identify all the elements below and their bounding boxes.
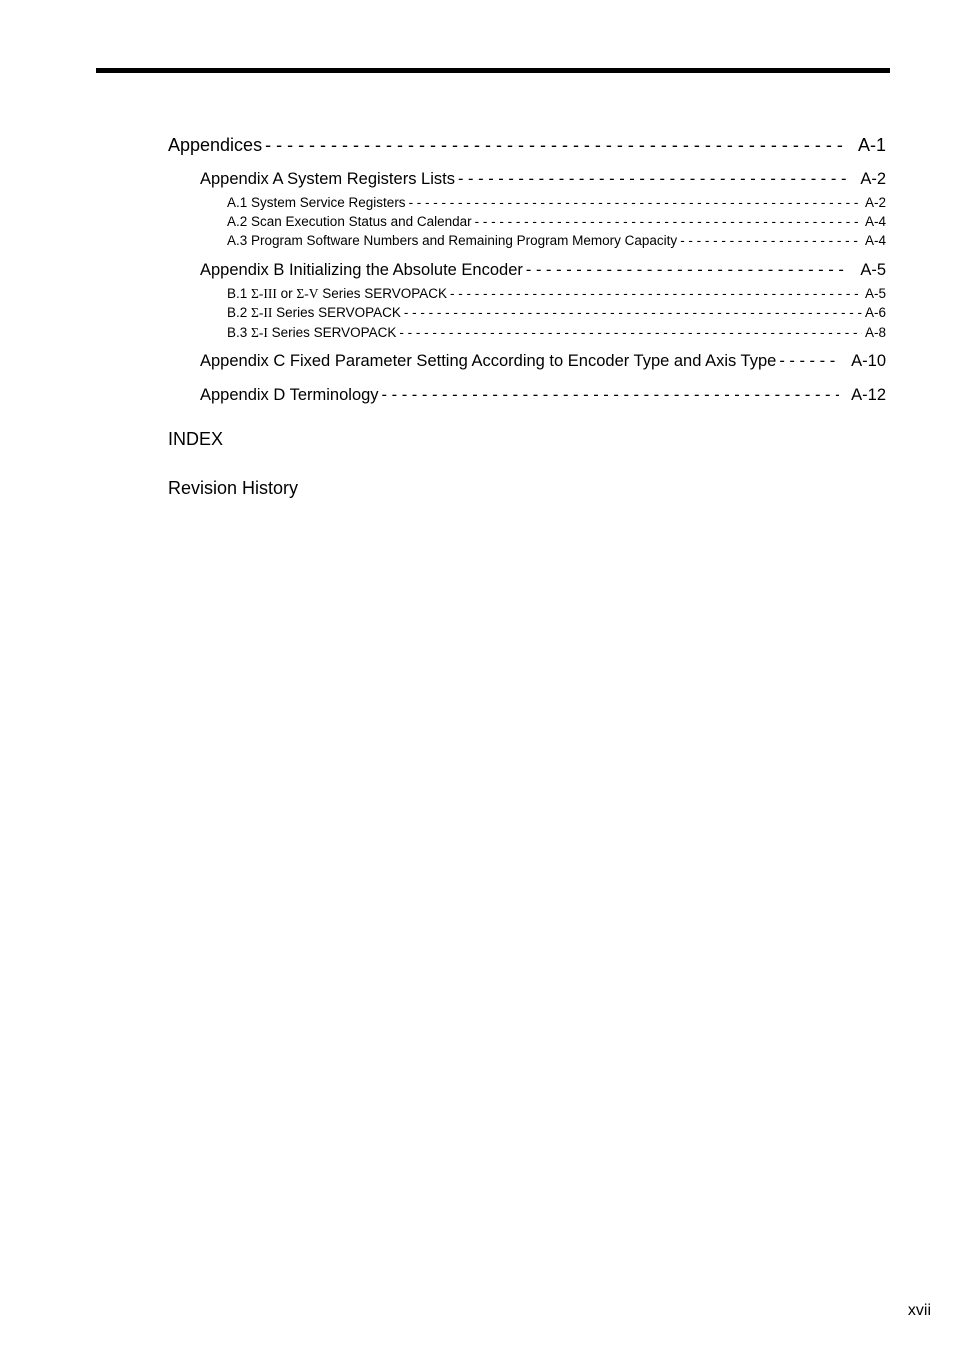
toc-entry-appendix-a[interactable] xyxy=(200,170,886,189)
toc-entry-b2[interactable] xyxy=(227,305,886,321)
dot-leader xyxy=(526,261,848,280)
dot-leader xyxy=(458,170,848,189)
toc-entry-a2[interactable] xyxy=(227,214,886,229)
title-connector: or xyxy=(276,286,297,301)
dot-leader xyxy=(265,135,844,156)
toc-entry-page: A-6 xyxy=(864,305,886,320)
toc-entry-a1[interactable] xyxy=(227,195,886,210)
sigma-series-label: Σ-I xyxy=(251,325,268,340)
dot-leader xyxy=(382,386,840,405)
toc-entry-page: A-12 xyxy=(851,386,886,404)
toc-entry-page: A-4 xyxy=(864,214,886,229)
toc-entry-title xyxy=(227,325,396,341)
toc-entry-title: A.3 Program Software Numbers and Remaining Program Memory Capacity xyxy=(227,233,678,248)
dot-leader xyxy=(450,286,862,301)
toc-entry-appendix-d[interactable] xyxy=(200,386,886,405)
toc-entry-index[interactable]: INDEX xyxy=(168,429,224,449)
toc-entry-title: Appendix D Terminology xyxy=(200,386,379,404)
toc-entry-b1[interactable] xyxy=(227,286,886,302)
toc-entry-title: A.1 System Service Registers xyxy=(227,195,406,210)
toc-entry-a3[interactable] xyxy=(227,233,886,248)
title-suffix: Series SERVOPACK xyxy=(318,286,448,301)
toc-entry-appendix-c[interactable] xyxy=(200,352,886,371)
dot-leader xyxy=(680,233,862,248)
page-number: xvii xyxy=(907,1302,931,1319)
toc-entry-title: Appendix B Initializing the Absolute Encoder xyxy=(200,261,523,279)
toc-entry-appendix-b[interactable] xyxy=(200,261,886,280)
toc-entry-page: A-5 xyxy=(860,261,886,279)
toc-entry-revision-history[interactable]: Revision History xyxy=(168,478,299,498)
toc-entry-title: Appendix A System Registers Lists xyxy=(200,170,455,188)
title-suffix: Series SERVOPACK xyxy=(272,305,401,320)
sigma-series-label: Σ-III xyxy=(251,286,277,301)
dot-leader xyxy=(475,214,862,229)
dot-leader xyxy=(404,305,862,320)
section-number: B.1 xyxy=(227,286,252,301)
sigma-series-label: Σ-V xyxy=(296,286,319,301)
toc-entry-page: A-2 xyxy=(864,195,886,210)
toc-entry-title xyxy=(227,286,447,302)
section-number: B.3 xyxy=(227,325,252,340)
title-suffix: Series SERVOPACK xyxy=(267,325,397,340)
toc-entry-page: A-2 xyxy=(860,170,886,188)
toc-entry-title: Appendix C Fixed Parameter Setting According to Encoder Type and Axis Type xyxy=(200,352,777,370)
toc-entry-title xyxy=(227,305,401,321)
toc-entry-appendices[interactable] xyxy=(168,135,886,156)
dot-leader xyxy=(399,325,862,340)
toc-entry-page: A-10 xyxy=(851,352,886,370)
toc-entry-page: A-8 xyxy=(864,325,886,340)
toc-entry-title: A.2 Scan Execution Status and Calendar xyxy=(227,214,472,229)
dot-leader xyxy=(409,195,862,210)
toc-entry-page: A-4 xyxy=(864,233,886,248)
toc-entry-page: A-1 xyxy=(857,135,886,155)
section-number: B.2 xyxy=(227,305,252,320)
dot-leader xyxy=(779,352,839,371)
toc-entry-b3[interactable] xyxy=(227,325,886,341)
toc-entry-page: A-5 xyxy=(864,286,886,301)
top-rule xyxy=(96,68,890,73)
sigma-series-label: Σ-II xyxy=(251,305,273,320)
toc-entry-title: Appendices xyxy=(168,135,263,155)
